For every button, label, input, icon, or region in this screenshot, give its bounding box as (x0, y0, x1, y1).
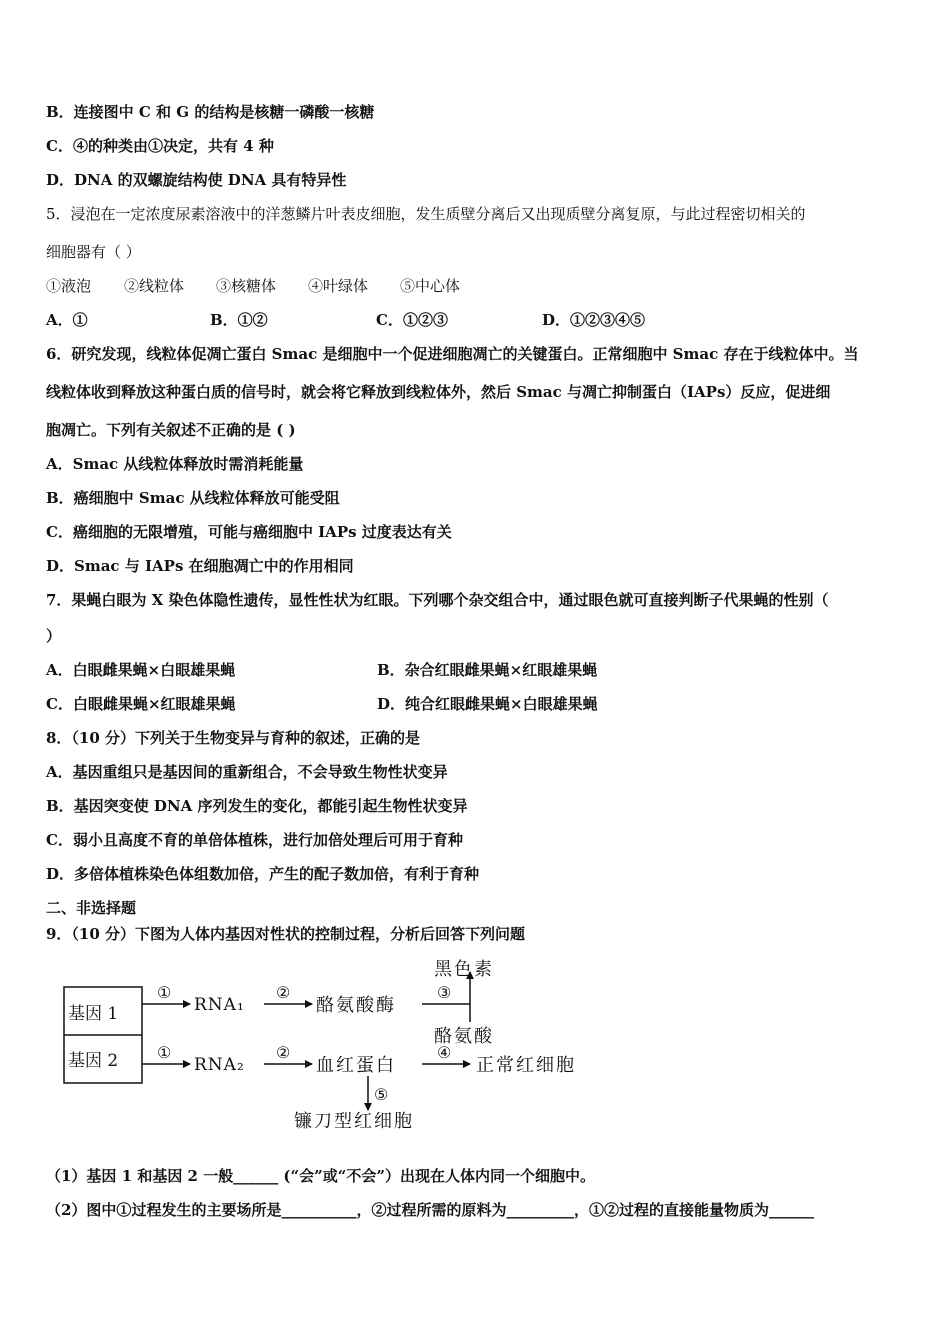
rna1-label: RNA₁ (194, 995, 245, 1015)
q5-item: ⑤中心体 (400, 277, 461, 295)
q7-stem-line1: 7．果蝇白眼为 X 染色体隐性遗传，显性性状为红眼。下列哪个杂交组合中，通过眼色就可直接判断子代果蝇的性别（ (46, 591, 829, 609)
q8-option-c: C．弱小且高度不育的单倍体植株，进行加倍处理后可用于育种 (46, 831, 463, 849)
q5-option: A．① (46, 311, 88, 329)
q6-stem-line2: 线粒体收到释放这种蛋白质的信号时，就会将它释放到线粒体外，然后 Smac 与凋亡抑制蛋白（IAPs）反应，促进细 (46, 383, 831, 401)
q4-option-c: C．④的种类由①决定，共有 4 种 (46, 137, 274, 155)
q5-item: ①液泡 (46, 277, 92, 295)
q6-option-b: B．癌细胞中 Smac 从线粒体释放可能受阻 (46, 489, 340, 507)
q7-option-d: D．纯合红眼雌果蝇×白眼雄果蝇 (377, 695, 598, 713)
q4-option-b: B．连接图中 C 和 G 的结构是核糖一磷酸一核糖 (46, 103, 375, 121)
q5-option: B．①② (210, 311, 268, 329)
step1-label-top: ① (157, 983, 172, 1002)
q7-option-b: B．杂合红眼雌果蝇×红眼雄果蝇 (377, 661, 598, 679)
step2-label-bottom: ② (276, 1043, 291, 1062)
normal-rbc-label: 正常红细胞 (476, 1055, 576, 1076)
step1-label-bottom: ① (157, 1043, 172, 1062)
q7-option-c: C．白眼雌果蝇×红眼雄果蝇 (46, 695, 236, 713)
q6-option-d: D．Smac 与 IAPs 在细胞凋亡中的作用相同 (46, 557, 354, 575)
q8-stem: 8．（10 分）下列关于生物变异与育种的叙述，正确的是 (46, 729, 421, 747)
tyrosine-label: 酪氨酸 (434, 1026, 494, 1047)
q8-option-a: A．基因重组只是基因间的重新组合，不会导致生物性状变异 (46, 763, 448, 781)
step4-label: ④ (437, 1043, 452, 1062)
q9-subquestion-1: （1）基因 1 和基因 2 一般______ (“会”或“不会”）出现在人体内同一个细胞中。 (46, 1167, 596, 1185)
q6-option-c: C．癌细胞的无限增殖，可能与癌细胞中 IAPs 过度表达有关 (46, 523, 452, 541)
q9-subquestion-2: （2）图中①过程发生的主要场所是__________，②过程所需的原料为_________，①②过程的直接能量物质为______ (46, 1201, 814, 1219)
rna2-label: RNA₂ (194, 1055, 245, 1075)
gene2-label: 基因 2 (68, 1051, 119, 1071)
q5-item: ②线粒体 (124, 277, 185, 295)
q8-option-b: B．基因突变使 DNA 序列发生的变化，都能引起生物性状变异 (46, 797, 468, 815)
q9-stem: 9．（10 分）下图为人体内基因对性状的控制过程，分析后回答下列问题 (46, 925, 526, 943)
q5-option: D．①②③④⑤ (542, 311, 646, 329)
gene-control-diagram (0, 950, 950, 1150)
section-heading: 二、非选择题 (46, 899, 137, 917)
q5-item: ④叶绿体 (308, 277, 369, 295)
q4-option-d: D．DNA 的双螺旋结构使 DNA 具有特异性 (46, 171, 347, 189)
hemoglobin-label: 血红蛋白 (316, 1055, 396, 1076)
q6-stem-line3: 胞凋亡。下列有关叙述不正确的是 ( ) (46, 421, 296, 439)
q8-option-d: D．多倍体植株染色体组数加倍，产生的配子数加倍，有利于育种 (46, 865, 480, 883)
step5-label: ⑤ (374, 1085, 389, 1104)
step3-label: ③ (437, 983, 452, 1002)
q7-options-row1 (0, 660, 950, 680)
q5-option: C．①②③ (376, 311, 448, 329)
step2-label-top: ② (276, 983, 291, 1002)
q5-item: ③核糖体 (216, 277, 277, 295)
melanin-label: 黑色素 (434, 959, 494, 980)
gene1-label: 基因 1 (68, 1004, 119, 1024)
q5-items (0, 276, 950, 296)
q6-option-a: A．Smac 从线粒体释放时需消耗能量 (46, 455, 304, 473)
enzyme-label: 酪氨酸酶 (316, 995, 396, 1016)
q7-stem-line2: ） (46, 627, 62, 645)
q5-stem-line2: 细胞器有（ ） (46, 243, 141, 261)
sickle-rbc-label: 镰刀型红细胞 (294, 1111, 414, 1132)
q5-options (0, 310, 950, 330)
q7-option-a: A．白眼雌果蝇×白眼雄果蝇 (46, 661, 236, 679)
q5-stem-line1: 5．浸泡在一定浓度尿素溶液中的洋葱鳞片叶表皮细胞，发生质壁分离后又出现质壁分离复原，与此过程密切相关的 (46, 205, 806, 223)
q7-options-row2 (0, 694, 950, 714)
q6-stem-line1: 6．研究发现，线粒体促凋亡蛋白 Smac 是细胞中一个促进细胞凋亡的关键蛋白。正常细胞中 Smac 存在于线粒体中。当 (46, 345, 859, 363)
